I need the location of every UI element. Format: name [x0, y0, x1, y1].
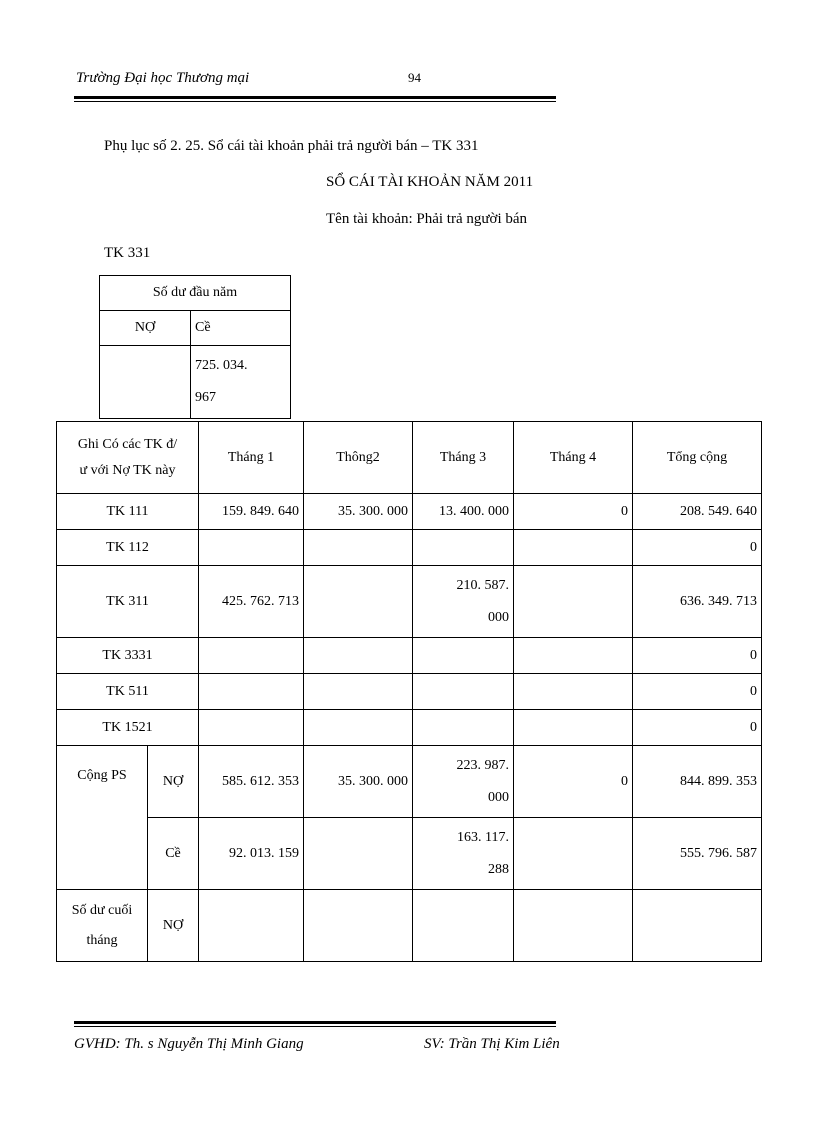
cell-total: 0 [633, 530, 762, 566]
cell-m2 [304, 566, 413, 638]
cell-m3 [413, 638, 514, 674]
cell-total: 208. 549. 640 [633, 494, 762, 530]
opening-debit-label: NỢ [100, 311, 191, 346]
cell-m2: 35. 300. 000 [304, 494, 413, 530]
header-month-4: Tháng 4 [514, 422, 633, 494]
appendix-title: Phụ lục số 2. 25. Sổ cái tài khoản phải trả người bán – TK 331 [104, 138, 479, 154]
cell-total: 0 [633, 710, 762, 746]
cell-total: 0 [633, 674, 762, 710]
cell-m2 [304, 638, 413, 674]
col-header-account [57, 422, 199, 494]
cell-m3 [413, 674, 514, 710]
closing-row [57, 890, 762, 962]
sum-credit-total: 555. 796. 587 [633, 818, 762, 890]
sum-credit-row [57, 818, 762, 890]
row-account: TK 311 [57, 566, 199, 638]
header-total: Tổng cộng [633, 422, 762, 494]
closing-m2 [304, 890, 413, 962]
cell-m1: 159. 849. 640 [199, 494, 304, 530]
table-row [57, 638, 762, 674]
header-month-2: Thông2 [304, 422, 413, 494]
cell-total: 636. 349. 713 [633, 566, 762, 638]
ledger-title: SỔ CÁI TÀI KHOẢN NĂM 2011 [326, 174, 534, 190]
cell-m1 [199, 530, 304, 566]
cell-m1 [199, 638, 304, 674]
cell-m4 [514, 530, 633, 566]
row-account: TK 111 [57, 494, 199, 530]
cell-m4 [514, 674, 633, 710]
sum-debit-m3 [413, 746, 514, 818]
account-name: Tên tài khoản: Phải trả người bán [326, 211, 528, 227]
closing-label [57, 890, 148, 962]
footer-rule-thick [74, 1021, 556, 1024]
opening-credit-label: Cề [191, 311, 291, 346]
supervisor-name: GVHD: Th. s Nguyễn Thị Minh Giang [74, 1036, 304, 1052]
cell-m4 [514, 566, 633, 638]
cell-m3 [413, 566, 514, 638]
cell-m4 [514, 638, 633, 674]
cell-m1: 425. 762. 713 [199, 566, 304, 638]
col-header-line1: Ghi Có các TK đ/ [77, 436, 178, 452]
table-row [57, 530, 762, 566]
cell-m1 [199, 710, 304, 746]
header-rule-thin [74, 101, 556, 102]
sum-debit-m2: 35. 300. 000 [304, 746, 413, 818]
closing-debit-label: NỢ [148, 890, 199, 962]
cell-m4 [514, 710, 633, 746]
sum-debit-row [57, 746, 762, 818]
sum-label: Cộng PS [57, 746, 148, 890]
opening-credit-value [191, 346, 291, 419]
closing-label-line1: Số dư cuối [71, 902, 133, 918]
row-account: TK 1521 [57, 710, 199, 746]
cell-m3 [413, 710, 514, 746]
sum-debit-m4: 0 [514, 746, 633, 818]
opening-credit-line1: 725. 034. [195, 358, 248, 373]
col-header-line2: ư với Nợ TK này [79, 462, 176, 478]
table-row [57, 566, 762, 638]
header-month-1: Tháng 1 [199, 422, 304, 494]
cell-m2 [304, 674, 413, 710]
header-month-3: Tháng 3 [413, 422, 514, 494]
sum-debit-m3-line1: 223. 987. [456, 757, 509, 773]
header-rule-thick [74, 96, 556, 99]
sum-credit-m1: 92. 013. 159 [199, 818, 304, 890]
opening-debit-value [100, 346, 191, 419]
ledger-table [56, 421, 762, 962]
opening-balance-header: Số dư đầu năm [100, 276, 291, 311]
cell-m3-line2: 000 [488, 609, 509, 625]
opening-balance-table [99, 275, 291, 419]
account-code: TK 331 [104, 245, 151, 261]
cell-total: 0 [633, 638, 762, 674]
sum-debit-m1: 585. 612. 353 [199, 746, 304, 818]
sum-credit-m2 [304, 818, 413, 890]
table-row [57, 494, 762, 530]
student-name: SV: Trần Thị Kim Liên [424, 1036, 560, 1052]
table-row [57, 674, 762, 710]
cell-m2 [304, 710, 413, 746]
row-account: TK 511 [57, 674, 199, 710]
sum-debit-total: 844. 899. 353 [633, 746, 762, 818]
sum-debit-label: NỢ [148, 746, 199, 818]
row-account: TK 112 [57, 530, 199, 566]
sum-debit-m3-line2: 000 [488, 789, 509, 805]
sum-credit-m3 [413, 818, 514, 890]
sum-credit-m3-line1: 163. 117. [457, 829, 509, 845]
closing-m4 [514, 890, 633, 962]
cell-m3-line1: 210. 587. [456, 577, 509, 593]
sum-credit-m4 [514, 818, 633, 890]
closing-label-line2: tháng [86, 932, 118, 948]
cell-m4: 0 [514, 494, 633, 530]
page-number: 94 [408, 70, 421, 85]
row-account: TK 3331 [57, 638, 199, 674]
closing-m3 [413, 890, 514, 962]
table-row [57, 710, 762, 746]
school-name: Trường Đại học Thương mại [76, 70, 250, 86]
cell-m1 [199, 674, 304, 710]
cell-m3 [413, 530, 514, 566]
sum-credit-m3-line2: 288 [488, 861, 509, 877]
cell-m2 [304, 530, 413, 566]
cell-m3: 13. 400. 000 [413, 494, 514, 530]
opening-credit-line2: 967 [195, 390, 216, 405]
footer-rule-thin [74, 1026, 556, 1027]
closing-total [633, 890, 762, 962]
sum-credit-label: Cề [148, 818, 199, 890]
closing-m1 [199, 890, 304, 962]
